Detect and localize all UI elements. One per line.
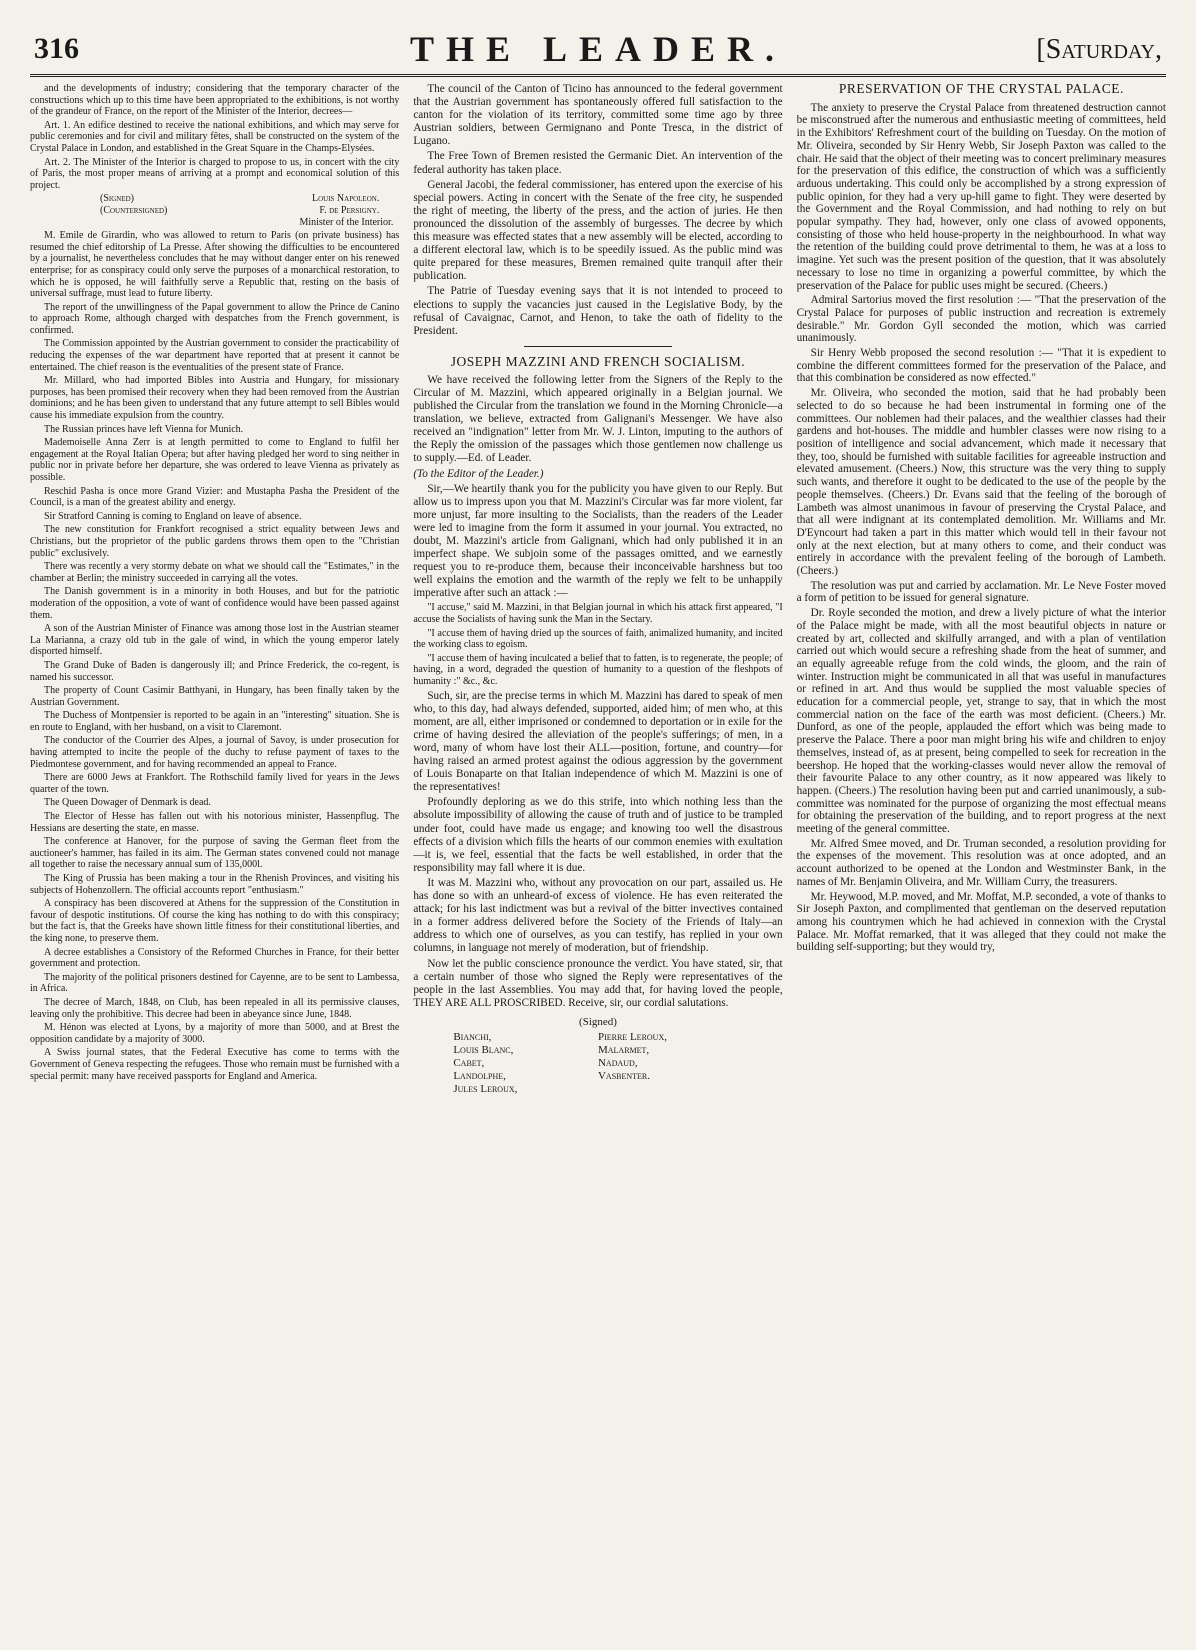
paragraph: M. Emile de Girardin, who was allowed to return to Paris (on private business) has resumed the chief editorship of La Presse. After showing the difficulties to be encountered by a journalist, he nevertheless concludes that he may without danger enter on his renewed enterprise; for as conspiracy could only serve the purposes of a monarchical restoration, to which he is opposed, he will faithfully serve a Republic that, resting on the basis of universal suffrage, must lead to future liberty. xyxy=(30,230,400,300)
paragraph: Reschid Pasha is once more Grand Vizier: and Mustapha Pasha the President of the Council, is a man of the greatest ability and energy. xyxy=(30,485,400,509)
paragraph: Admiral Sartorius moved the first resolution :— "That the preservation of the Crystal Palace for purposes of public instruction and recreation is extremely desirable." Mr. Gordon Gyll seconded the motion, which was carried unanimously. xyxy=(796,294,1166,345)
page-day: [Saturday, xyxy=(1036,34,1162,65)
paragraph: The report of the unwillingness of the Papal government to allow the Prince de Canino to approach Rome, although charged with despatches from the French government, is confirmed. xyxy=(30,301,400,336)
paragraph: The new constitution for Frankfort recognised a strict equality between Jews and Christians, but the proprietor of the public gardens throws them open to the "Christian public" exclusively. xyxy=(30,524,400,559)
article-body xyxy=(797,102,1166,954)
signer: Cabet, xyxy=(453,1056,485,1069)
countersigned-label: (Countersigned) xyxy=(100,204,168,216)
paragraph: The Patrie of Tuesday evening says that it is not intended to proceed to elections to supply the vacancies just caused in the Legislative Body, by the refusal of Cavaignac, Carnot, and Henon, to take the oath of fidelity to the President. xyxy=(413,285,783,337)
paragraph: Dr. Royle seconded the motion, and drew a lively picture of what the interior of the Palace might be made, with all the most beautiful objects in nature or created by art, collected and skilfully arranged, and with a plan of ventilation carried out which would secure a refreshing shade from the heat of summer, and an equally agreeable refuge from the cold winds, the gloom, and the rain of winter. Instruction might be communicated in all that was useful in manufactures or refined in art. And thus would be supplied the most valuable species of education for a commercial people, yet, strange to say, that in which the most commercial nation on the face of the earth was most deficient. (Cheers.) Mr. Dunford, as one of the people, applauded the effort which was being made to preserve the Palace. There a poor man might bring his wife and children to enjoy themselves, instead of, as at present, being compelled to seek for recreation in the beershop. He hoped that the working-classes would never allow the removal of their favourite Palace to any other country, as it now appeared was likely to happen. (Cheers.) The resolution having been put and carried unanimously, a sub-committee was nominated for the purpose of organizing the most effectual means for obtaining the preservation of the building, and to report progress at the next meeting of the general committee. xyxy=(796,607,1166,836)
paragraph: Art. 1. An edifice destined to receive the national exhibitions, and which may serve for public ceremonies and for civil and military fêtes, shall be constructed on the system of the Crystal Palace in London, and established in the Great Square in the Champs-Elysées. xyxy=(30,119,400,154)
masthead xyxy=(30,28,1166,77)
divider xyxy=(524,346,672,347)
quote: "I accuse," said M. Mazzini, in that Belgian journal in which his attack first appeared, "I accuse the Socialists of having sunk the Man in the Sectary. xyxy=(413,602,783,626)
paragraph: There are 6000 Jews at Frankfort. The Rothschild family lived for years in the Jews quarter of the town. xyxy=(30,772,400,795)
paragraph: The Danish government is in a minority in both Houses, and but for the patriotic moderation of the opposition, a vote of want of confidence would have been passed against them. xyxy=(30,586,400,621)
paragraph: The Duchess of Montpensier is reported to be again in an "interesting" situation. She is en route to England, with her husband, on a visit to Claremont. xyxy=(30,710,400,733)
paragraph: Mr. Millard, who had imported Bibles into Austria and Hungary, for missionary purposes, has been promised their recovery when they had been removed from the Austrian dominions; and he has been given to understand that any future attempt to sell Bibles would cause his immediate expulsion from the country. xyxy=(30,375,400,422)
letter-paragraph: Now let the public conscience pronounce the verdict. You have stated, sir, that a certain number of those who signed the Reply were representatives of the people in the last Assemblies. You may add that, for having loved the people, THEY ARE ALL PROSCRIBED. Receive, sir, our cordial salutations. xyxy=(413,957,783,1009)
letter-paragraph: Profoundly deploring as we do this strife, into which nothing less than the absolute impossibility of allowing the cause of truth and of justice to be trampled under foot, could have made us engage; and knowing too well the disastrous effects of a division which fills the hearts of our common enemies with exultation—it is, we feel, essential that the facts be well established, in order that the responsibility may fall where it is due. xyxy=(413,796,783,874)
paragraph: Art. 2. The Minister of the Interior is charged to propose to us, in concert with the city of Paris, the most proper means of arriving at a prompt and economical solution of this project. xyxy=(30,156,400,191)
paragraph: The anxiety to preserve the Crystal Palace from threatened destruction cannot be misconstrued after the numerous and enthusiastic meeting of committees, held in the Exhibitors' Refreshment court of the building on Tuesday. On the motion of Mr. Oliveira, seconded by Sir Henry Webb, Sir Joseph Paxton was called to the chair. He said that the object of their meeting was to concert preliminary measures for the preservation of this edifice, the construction of which was a sufficiently arduous undertaking. This could only be accomplished by a strong expression of public opinion, for they had a very up-hill game to fight. They were deserted by the Government and the Royal Commission, and had nothing to rely on but popular sympathy. They had, however, only one class of avowed opponents, consisting of those who held house-property in the neighbourhood. In what way the retention of the building could prove detrimental to them, he was at a loss to imagine. Yet such was the present position of the question, that it was absolutely necessary to lose no time in organizing a powerful committee, by which the preservation of the Palace for public uses might be secured. (Cheers.) xyxy=(796,101,1166,292)
news-items xyxy=(30,230,399,1082)
paragraph: The Elector of Hesse has fallen out with his notorious minister, Hassenpflug. The Hessians are deserting the state, en masse. xyxy=(30,811,400,834)
page-number: 316 xyxy=(34,32,79,65)
signer: Landolphe, xyxy=(453,1069,506,1082)
columns xyxy=(30,83,1166,1643)
paragraph: A son of the Austrian Minister of Finance was among those lost in the Austrian steamer La Marianna, a crazy old tub in the gale of wind, in which the young emperor lately disported himself. xyxy=(30,623,400,658)
paragraph: The Russian princes have left Vienna for Munich. xyxy=(44,423,244,435)
signer: Vasbenter. xyxy=(597,1069,651,1082)
paragraph: The majority of the political prisoners destined for Cayenne, are to be sent to Lambessa, in Africa. xyxy=(30,971,400,995)
paragraph: A Swiss journal states, that the Federal Executive has come to terms with the Government of Geneva respecting the refugees. Those who remain must be furnished with a special permit: many have received passports for England and America. xyxy=(30,1047,400,1082)
signers-list xyxy=(413,1031,782,1096)
quote: "I accuse them of having inculcated a belief that to fatten, is to regenerate, the people; of having, in a word, degraded the question of humanity to a question of the fleshpots of humanity :" &c., &c. xyxy=(413,652,783,688)
paragraph: A conspiracy has been discovered at Athens for the suppression of the Constitution in favour of despotic institutions. Of course the king has nothing to do with this conspiracy; but the fact is, that the Greeks have shown little fitness for their constitutional liberties, and the king none, to preserve them. xyxy=(30,898,400,944)
countersign-row xyxy=(30,205,399,217)
paragraph: Mr. Heywood, M.P. moved, and Mr. Moffat, M.P. seconded, a vote of thanks to Sir Joseph Paxton, and complimented that gentleman on the deserved reputation among his countrymen which he had achieved in connexion with the Crystal Palace. Mr. Moffat remarked, that it was alleged that they could not make the building self-supporting; but they would try, xyxy=(796,890,1166,954)
to-editor: (To the Editor of the Leader.) xyxy=(413,467,544,480)
paragraph: and the developments of industry; considering that the temporary character of the constructions which up to this time have been appropriated to the exhibitions, is not worthy of the grandeur of France, on the report of the Minister of the Interior, decrees— xyxy=(30,83,400,118)
paragraph: There was recently a very stormy debate on what we should call the "Estimates," in the chamber at Berlin; the ministry succeeded in carrying all the votes. xyxy=(30,561,400,584)
signature-row xyxy=(30,193,399,205)
paragraph: Mr. Oliveira, who seconded the motion, said that he had probably been selected to do so because he had been instrumental in forming one of the committees. Our noblemen had their palaces, and the wealthier classes had their gardens and hot-houses. The middle and humbler classes were now rising to a position of intelligence and social advancement, which made it necessary that they, too, should be furnished with suitable facilities for agreeable instruction and elevated amusement. (Cheers.) Now, this structure was the very thing to supply such wants, and therefore it ought to be dedicated to the use of the people by the people themselves. (Cheers.) Dr. Evans said that the feeling of the borough of Lambeth was almost unanimous in favour of preserving the Crystal Palace, and that all were indignant at its contemplated demolition. Mr. Williams and Mr. D'Eyncourt had taken a part in this matter which would tell in their favour not only at the next election, but at many others to come, and their conduct was entirely in accordance with the prevalent feeling of the borough of Lambeth. (Cheers.) xyxy=(796,387,1166,578)
article-heading: PRESERVATION OF THE CRYSTAL PALACE. xyxy=(838,83,1124,96)
paragraph: The Commission appointed by the Austrian government to consider the practicability of reducing the expenses of the war department have reported that at present it cannot be entertained. The chief reason is the eventualities of the present state of France. xyxy=(30,338,400,373)
letter-paragraph: Such, sir, are the precise terms in which M. Mazzini has dared to speak of men who, to this day, had always defended, supported, aided him; of men who, at this moment, are all, either imprisoned or condemned to deportation or in exile for the crime of having desired the alleviation of the people's sufferings; of men, in a word, many of whom have lost their ALL—position, fortune, and country—for having raised an armed protest against the odious aggression by the government of Louis Bonaparte on that Italian independence of which M. Mazzini is one of the representatives! xyxy=(413,689,783,794)
paragraph: Mademoiselle Anna Zerr is at length permitted to come to England to fulfil her engagement at the Royal Italian Opera; but after having pledged her word to sing neither in public nor in private before her departure, she was ordered to leave Vienna as privately as possible. xyxy=(30,437,400,483)
paragraph: M. Hénon was elected at Lyons, by a majority of more than 5000, and at Brest the opposition candidate by a majority of 3000. xyxy=(30,1022,400,1045)
column-3 xyxy=(797,83,1166,1643)
signer xyxy=(598,1083,743,1096)
paragraph: Sir Henry Webb proposed the second resolution :— "That it is expedient to combine the different committees formed for the preservation of the Palace, and that this combination be considered as now effected." xyxy=(796,347,1166,385)
signed-name: Louis Napoleon. xyxy=(311,193,380,205)
signer: Nadaud, xyxy=(597,1056,638,1069)
paragraph: The Grand Duke of Baden is dangerously ill; and Prince Frederick, the co-regent, is named his successor. xyxy=(30,659,400,683)
paragraph: The King of Prussia has been making a tour in the Rhenish Provinces, and visiting his subjects of Hohenzollern. The official accounts report "enthusiasm." xyxy=(30,873,400,896)
editor-note: We have received the following letter from the Signers of the Reply to the Circular of M. Mazzini, which appeared originally in a Belgian journal. We published the Circular from the translation we found in the Morning Chronicle—a translation, we believe, extracted from Galignani's Messenger. We have also received an "indignation" letter from Mr. W. J. Linton, imputing to the authors of the Reply the omission of the passages which those gentlemen now challenge us to supply.—Ed. of Leader. xyxy=(413,373,783,465)
paragraph: Mr. Alfred Smee moved, and Dr. Truman seconded, a resolution providing for the expenses of the movement. This resolution was at once adopted, and an account authorized to be opened at the London and Westminster Bank, in the names of Mr. Benjamin Oliveira, and Mr. William Curry, the treasurers. xyxy=(796,837,1166,888)
signed-label: (Signed) xyxy=(100,193,134,205)
signer: Malarmet, xyxy=(597,1043,650,1056)
letter-paragraph: It was M. Mazzini who, without any provocation on our part, assailed us. He has done so with an unheard-of excess of violence. He has even reiterated the attack; for his last indictment was but a revival of the bitter invectives contained in a former address delivered before the Society of the Friends of Italy—an address to which one of ourselves, as you can testify, has replied in your own columns, in language not merely of moderation, but of friendship. xyxy=(413,876,783,955)
paper-title: THE LEADER. xyxy=(409,29,787,69)
paragraph: The resolution was put and carried by acclamation. Mr. Le Neve Foster moved a form of petition to be issued for general signature. xyxy=(796,579,1166,605)
paragraph: The council of the Canton of Ticino has announced to the federal government that the Austrian government has spontaneously offered full satisfaction to the canton for the violation of its territory, committed some time ago by three Austrian soldiers, between Germignano and Ponte Tresca, in the district of Lugano. xyxy=(413,83,783,148)
paragraph: A decree establishes a Consistory of the Reformed Churches in France, for their better government and protection. xyxy=(30,946,400,970)
signer: Bianchi, xyxy=(453,1030,492,1043)
signature-role: Minister of the Interior. xyxy=(299,216,394,228)
article-heading: JOSEPH MAZZINI AND FRENCH SOCIALISM. xyxy=(450,353,746,369)
paragraph: The Free Town of Bremen resisted the Germanic Diet. An intervention of the federal authority has taken place. xyxy=(413,150,783,176)
letter-paragraph: Sir,—We heartily thank you for the publicity you have given to our Reply. But allow us to impress upon you that M. Mazzini's Circular was far more violent, far more unjust, far more insulting to the Socialists, than the readers of the Leader were led to imagine from the form it assumed in your journal. You extracted, no doubt, M. Mazzini's article from Galignani, which had only published it in an imperfect shape. We subjoin some of the passages omitted, and we earnestly request you to re-produce them, because their inconceivable harshness but too well explains the emotion and the warmth of the reply we felt to be unhappily imperative after such an attack :— xyxy=(413,482,783,600)
column-1 xyxy=(30,83,399,1643)
quote: "I accuse them of having dried up the sources of faith, animalized humanity, and incited the working class to egoism. xyxy=(413,627,783,651)
paragraph: Sir Stratford Canning is coming to England on leave of absence. xyxy=(44,510,302,522)
paragraph: The conductor of the Courrier des Alpes, a journal of Savoy, is under prosecution for having attempted to incite the people of the duchy to refuse payment of taxes to the Piedmontese government, and for having recommended an appeal to France. xyxy=(30,735,400,770)
signer: Pierre Leroux, xyxy=(597,1030,667,1043)
column-2 xyxy=(413,83,782,1643)
paragraph: The decree of March, 1848, on Club, has been repealed in all its permissive clauses, leaving only the prohibitive. This decree had been in abeyance since June, 1848. xyxy=(30,996,400,1020)
paragraph: The conference at Hanover, for the purpose of saving the German fleet from the auctioneer's hammer, has failed in its aim. The German states convened could not manage all together to raise the necessary annual sum of 135,000l. xyxy=(30,836,400,871)
signed-label: (Signed) xyxy=(579,1015,617,1028)
paragraph: The Queen Dowager of Denmark is dead. xyxy=(44,797,211,809)
paragraph: General Jacobi, the federal commissioner, has entered upon the exercise of his special powers. Acting in concert with the Senate of the free city, he suspended the right of meeting, the liberty of the press, and the action of juries. He then pronounced the dissolution of the assembly of burgesses. The decree by which this measure was effected states that a new assembly will be elected, according to a different electoral law, which is to be speedily issued. As the public mind was quite prepared for these measures, Bremen remained quite tranquil after their publication. xyxy=(413,178,783,283)
signer: Jules Leroux, xyxy=(453,1082,518,1095)
countersigned-name: F. de Persigny. xyxy=(319,204,380,216)
paragraph: The property of Count Casimir Batthyani, in Hungary, has been finally taken by the Austrian Government. xyxy=(30,685,400,708)
signer: Louis Blanc, xyxy=(453,1043,514,1056)
